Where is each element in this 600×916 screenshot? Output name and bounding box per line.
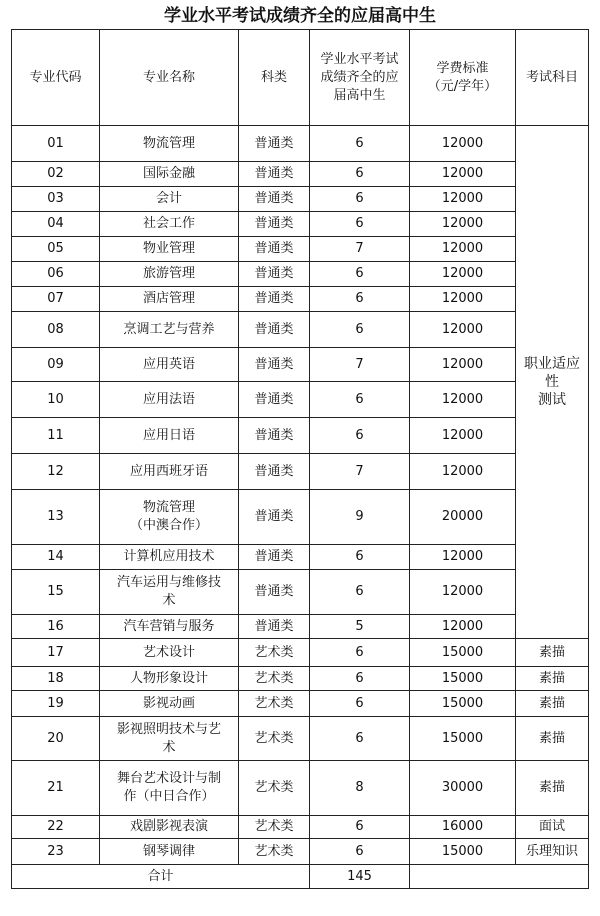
header-enrollment-count — [310, 30, 410, 126]
major-name-line: 舞台艺术设计与制 — [116, 771, 221, 786]
major-name-line: 旅游管理 — [142, 266, 195, 281]
enrollment-count-cell: 6 — [310, 212, 410, 237]
tuition-cell: 12000 — [410, 262, 516, 287]
header-count-line: 学业水平考试 — [320, 51, 399, 67]
tuition-cell: 12000 — [410, 187, 516, 212]
tuition-cell: 12000 — [410, 545, 516, 570]
enrollment-count-cell: 5 — [310, 615, 410, 639]
major-name-line: 戏剧影视表演 — [129, 819, 208, 834]
table-body — [12, 126, 589, 889]
header-tuition — [410, 30, 516, 126]
major-code-cell: 09 — [12, 348, 100, 382]
major-name-line: 应用法语 — [142, 391, 195, 407]
major-name-line: 物业管理 — [142, 241, 195, 256]
category-cell: 普通类 — [239, 490, 310, 545]
table-row — [12, 237, 589, 262]
table-row — [12, 691, 589, 717]
table-row — [12, 545, 589, 570]
major-name-cell — [100, 816, 239, 839]
tuition-cell: 12000 — [410, 615, 516, 639]
tuition-cell: 30000 — [410, 761, 516, 816]
category-cell: 普通类 — [239, 187, 310, 212]
enrollment-count-cell: 6 — [310, 717, 410, 761]
major-code-cell: 11 — [12, 418, 100, 454]
major-name-line: 作（中日合作） — [123, 789, 215, 804]
category-cell: 普通类 — [239, 126, 310, 162]
table-row — [12, 839, 589, 865]
major-name-line: 艺术设计 — [142, 644, 195, 660]
major-code-cell: 19 — [12, 691, 100, 717]
tuition-cell: 12000 — [410, 162, 516, 187]
shared-exam-subject-line: 测试 — [538, 392, 566, 408]
major-name-line: 物流管理 — [142, 135, 195, 151]
major-code-cell: 02 — [12, 162, 100, 187]
major-code-cell: 22 — [12, 816, 100, 839]
major-name-line: （中澳合作） — [129, 518, 208, 533]
category-cell: 艺术类 — [239, 691, 310, 717]
category-cell: 普通类 — [239, 162, 310, 187]
major-name-cell — [100, 490, 239, 545]
major-code-cell: 18 — [12, 667, 100, 691]
major-name-cell — [100, 615, 239, 639]
enrollment-count-cell: 6 — [310, 187, 410, 212]
category-cell: 艺术类 — [239, 639, 310, 667]
major-name-cell — [100, 545, 239, 570]
major-name-cell — [100, 761, 239, 816]
major-name-line: 国际金融 — [142, 166, 195, 181]
table-row — [12, 162, 589, 187]
enrollment-count-cell: 6 — [310, 639, 410, 667]
enrollment-count-cell: 6 — [310, 816, 410, 839]
major-name-cell — [100, 382, 239, 418]
table-row — [12, 287, 589, 312]
category-cell: 普通类 — [239, 545, 310, 570]
table-row — [12, 570, 589, 615]
table-row — [12, 454, 589, 490]
exam-subject-cell: 素描 — [516, 717, 589, 761]
enrollment-count-cell: 6 — [310, 545, 410, 570]
major-code-cell: 07 — [12, 287, 100, 312]
category-cell: 普通类 — [239, 615, 310, 639]
major-code-cell: 06 — [12, 262, 100, 287]
total-empty-cell — [410, 865, 589, 889]
shared-exam-subject-line: 职业适应性 — [524, 356, 580, 390]
enrollment-count-cell: 6 — [310, 570, 410, 615]
major-name-cell — [100, 237, 239, 262]
category-cell: 普通类 — [239, 312, 310, 348]
enrollment-count-cell: 7 — [310, 348, 410, 382]
tuition-cell: 12000 — [410, 348, 516, 382]
enrollment-count-cell: 6 — [310, 126, 410, 162]
exam-subject-cell: 面试 — [516, 816, 589, 839]
tuition-cell: 12000 — [410, 418, 516, 454]
major-code-cell: 17 — [12, 639, 100, 667]
enrollment-count-cell: 6 — [310, 839, 410, 865]
exam-subject-cell: 乐理知识 — [516, 839, 589, 865]
tuition-cell: 12000 — [410, 237, 516, 262]
major-name-line: 汽车运用与维修技 — [116, 575, 221, 590]
major-name-cell — [100, 212, 239, 237]
total-row — [12, 865, 589, 889]
major-code-cell: 20 — [12, 717, 100, 761]
enrollment-count-cell: 9 — [310, 490, 410, 545]
enrollment-count-cell: 7 — [310, 454, 410, 490]
major-name-line: 会计 — [155, 191, 182, 206]
major-name-cell — [100, 639, 239, 667]
table-row — [12, 639, 589, 667]
exam-subject-cell: 素描 — [516, 639, 589, 667]
table-row — [12, 382, 589, 418]
category-cell: 普通类 — [239, 287, 310, 312]
major-code-cell: 13 — [12, 490, 100, 545]
major-name-line: 社会工作 — [142, 216, 195, 231]
header-count-line: 届高中生 — [333, 87, 386, 103]
header-row — [12, 30, 589, 126]
enrollment-count-cell: 6 — [310, 287, 410, 312]
tuition-cell: 12000 — [410, 454, 516, 490]
table-row — [12, 126, 589, 162]
major-code-cell: 15 — [12, 570, 100, 615]
major-name-line: 人物形象设计 — [129, 670, 208, 686]
category-cell: 艺术类 — [239, 667, 310, 691]
major-name-cell — [100, 418, 239, 454]
tuition-cell: 12000 — [410, 570, 516, 615]
category-cell: 普通类 — [239, 382, 310, 418]
category-cell: 艺术类 — [239, 717, 310, 761]
enrollment-count-cell: 6 — [310, 262, 410, 287]
major-code-cell: 14 — [12, 545, 100, 570]
table-row — [12, 262, 589, 287]
major-code-cell: 08 — [12, 312, 100, 348]
enrollment-count-cell: 6 — [310, 162, 410, 187]
major-name-line: 汽车营销与服务 — [123, 618, 215, 634]
table-row — [12, 212, 589, 237]
majors-table — [11, 29, 589, 889]
tuition-cell: 12000 — [410, 212, 516, 237]
total-label-cell: 合计 — [12, 865, 310, 889]
major-code-cell: 04 — [12, 212, 100, 237]
category-cell: 普通类 — [239, 570, 310, 615]
major-code-cell: 21 — [12, 761, 100, 816]
table-row — [12, 615, 589, 639]
major-name-line: 应用英语 — [142, 356, 195, 372]
major-name-cell — [100, 570, 239, 615]
major-name-cell — [100, 312, 239, 348]
tuition-cell: 15000 — [410, 667, 516, 691]
major-name-line: 物流管理 — [142, 500, 195, 515]
tuition-cell: 12000 — [410, 287, 516, 312]
tuition-cell: 12000 — [410, 126, 516, 162]
major-name-line: 钢琴调律 — [142, 843, 195, 859]
major-name-line: 应用西班牙语 — [129, 463, 208, 479]
table-row — [12, 348, 589, 382]
total-count-cell: 145 — [310, 865, 410, 889]
major-code-cell: 10 — [12, 382, 100, 418]
major-name-line: 烹调工艺与营养 — [123, 321, 215, 337]
shared-exam-subject-cell — [516, 126, 589, 639]
major-name-cell — [100, 187, 239, 212]
major-name-cell — [100, 839, 239, 865]
major-code-cell: 01 — [12, 126, 100, 162]
major-name-cell — [100, 717, 239, 761]
major-name-cell — [100, 262, 239, 287]
major-name-cell — [100, 454, 239, 490]
major-name-line: 术 — [162, 739, 176, 755]
major-name-line: 影视照明技术与艺 — [116, 721, 221, 737]
category-cell: 普通类 — [239, 454, 310, 490]
category-cell: 艺术类 — [239, 761, 310, 816]
major-name-cell — [100, 348, 239, 382]
enrollment-count-cell: 6 — [310, 418, 410, 454]
header-category: 科类 — [239, 30, 310, 126]
tuition-cell: 15000 — [410, 691, 516, 717]
enrollment-count-cell: 8 — [310, 761, 410, 816]
enrollment-count-cell: 6 — [310, 312, 410, 348]
exam-subject-cell: 素描 — [516, 691, 589, 717]
major-code-cell: 05 — [12, 237, 100, 262]
major-code-cell: 16 — [12, 615, 100, 639]
major-name-line: 酒店管理 — [142, 291, 195, 306]
tuition-cell: 15000 — [410, 717, 516, 761]
header-tuition-line: （元/学年） — [427, 78, 498, 94]
header-tuition-line: 学费标准 — [436, 60, 489, 76]
exam-subject-cell: 素描 — [516, 761, 589, 816]
tuition-cell: 12000 — [410, 382, 516, 418]
category-cell: 普通类 — [239, 212, 310, 237]
major-name-line: 计算机应用技术 — [123, 549, 215, 564]
table-row — [12, 490, 589, 545]
header-exam-subject: 考试科目 — [516, 30, 589, 126]
major-code-cell: 23 — [12, 839, 100, 865]
tuition-cell: 16000 — [410, 816, 516, 839]
document-title: 学业水平考试成绩齐全的应届高中生 — [164, 6, 436, 26]
header-major-code: 专业代码 — [12, 30, 100, 126]
major-code-cell: 03 — [12, 187, 100, 212]
table-row — [12, 761, 589, 816]
category-cell: 艺术类 — [239, 839, 310, 865]
table-row — [12, 717, 589, 761]
major-name-cell — [100, 667, 239, 691]
table-row — [12, 418, 589, 454]
enrollment-count-cell: 6 — [310, 691, 410, 717]
category-cell: 普通类 — [239, 418, 310, 454]
major-name-cell — [100, 126, 239, 162]
tuition-cell: 15000 — [410, 839, 516, 865]
major-name-line: 影视动画 — [142, 695, 195, 711]
major-name-line: 术 — [162, 593, 176, 608]
major-name-line: 应用日语 — [142, 427, 195, 443]
major-name-cell — [100, 162, 239, 187]
major-code-cell: 12 — [12, 454, 100, 490]
header-count-line: 成绩齐全的应 — [320, 69, 399, 85]
tuition-cell: 20000 — [410, 490, 516, 545]
header-major-name: 专业名称 — [100, 30, 239, 126]
category-cell: 艺术类 — [239, 816, 310, 839]
table-row — [12, 816, 589, 839]
enrollment-count-cell: 6 — [310, 382, 410, 418]
tuition-cell: 12000 — [410, 312, 516, 348]
table-row — [12, 187, 589, 212]
table-row — [12, 312, 589, 348]
enrollment-count-cell: 6 — [310, 667, 410, 691]
major-name-cell — [100, 287, 239, 312]
tuition-cell: 15000 — [410, 639, 516, 667]
category-cell: 普通类 — [239, 348, 310, 382]
category-cell: 普通类 — [239, 262, 310, 287]
enrollment-count-cell: 7 — [310, 237, 410, 262]
category-cell: 普通类 — [239, 237, 310, 262]
table-row — [12, 667, 589, 691]
exam-subject-cell: 素描 — [516, 667, 589, 691]
major-name-cell — [100, 691, 239, 717]
